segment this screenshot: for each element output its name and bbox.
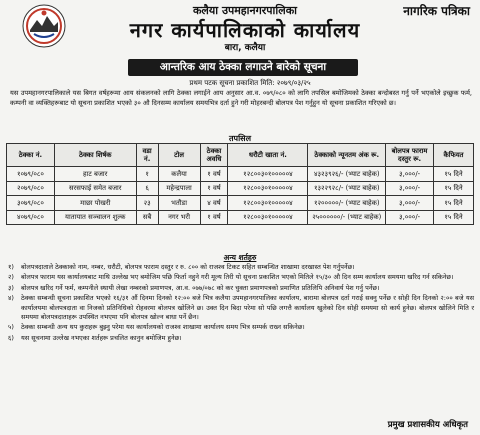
notice-title: आन्तरिक आय ठेक्का लगाउने बारेको सूचना <box>128 59 358 76</box>
table-cell: भतौडा <box>158 196 200 211</box>
table-cell: १२८००३०१०००००४ <box>228 210 308 225</box>
table-cell: १ वर्ष <box>200 181 228 196</box>
col-duration: ठेक्का अवधि <box>200 144 228 167</box>
table-row <box>7 210 474 225</box>
col-deposit-account: धरौटी खाता नं. <box>228 144 308 167</box>
table-row <box>7 167 474 182</box>
list-item <box>8 334 474 343</box>
table-cell: १२८००३०१०००००४ <box>228 181 308 196</box>
municipality-name: कलैया उपमहानगरपालिका <box>192 4 297 17</box>
list-item <box>8 294 474 322</box>
table-cell: १२०००००/- (भ्याट बाहेक) <box>308 196 386 211</box>
rule-number: ५) <box>8 323 14 332</box>
rule-number: ३) <box>8 283 14 292</box>
table-cell: १०७९/०८० <box>7 167 55 182</box>
schedule-label: तपसिल <box>228 134 251 143</box>
list-item <box>8 284 474 293</box>
col-min-amount: ठेक्काको न्यूनतम अंक रू. <box>308 144 386 167</box>
rule-number: ४) <box>8 294 14 303</box>
list-item <box>8 273 474 282</box>
rule-number: १) <box>8 263 14 271</box>
table-cell: १ <box>136 167 158 182</box>
col-contract-title: ठेक्का शिर्षक <box>54 144 136 167</box>
table-cell: २३ <box>136 196 158 211</box>
table-cell: महेन्द्रपाला <box>158 181 200 196</box>
table-cell: ३,०००/- <box>386 167 434 182</box>
rule-number: ६) <box>8 333 14 342</box>
table-cell: माछा पोखरी <box>54 196 136 211</box>
rules-heading: अन्य शर्तहरु <box>223 253 257 262</box>
table-cell: ४ वर्ष <box>200 196 228 211</box>
publish-date: प्रथम पटक सूचना प्रकाशित मिति: २०७९/०३/२५ <box>189 79 311 87</box>
newspaper-name: नागरिक पत्रिका <box>403 4 470 18</box>
office-title: नगर कार्यपालिकाको कार्यालय <box>129 18 361 42</box>
table-cell: १२८००३०१०००००४ <box>228 167 308 182</box>
table-cell: १५ दिने <box>434 196 474 211</box>
list-item <box>8 323 474 332</box>
signature-title: प्रमुख प्रशासकीय अधिकृत <box>387 420 468 430</box>
table-cell: नगर भरी <box>158 210 200 225</box>
rule-text: बोलपत्र खरिद गर्ने फर्म, कम्पनीले स्थायी लेखा नम्बरको प्रमाणपत्र, आ.व. ०७७/०७८ को कर चुक्ता प्रमाणपत्रको प्रमाणित प्रतिलिपि अनिवार्य पेश गर्नु पर्नेछ। <box>21 283 380 292</box>
rule-text: बोलपत्रदाताले ठेक्काको नाम, नम्बर, धरौटी, बोलपत्र फाराम दस्तुर र रु. ८०० को राजश्व टिकट सहित सम्बन्धित शाखामा दरखास्त पेश गर्नुपर्नेछ। <box>21 263 355 271</box>
table-cell: १३२२९२८/- (भ्याट बाहेक) <box>308 181 386 196</box>
col-contract-no: ठेक्का नं. <box>7 144 55 167</box>
col-form-fee: बोलपत्र फाराम दस्तुर रू. <box>386 144 434 167</box>
table-cell: ३,०००/- <box>386 181 434 196</box>
table-cell: १५ दिने <box>434 167 474 182</box>
table-cell: २५००००००/- (भ्याट बाहेक) <box>308 210 386 225</box>
rules-list <box>8 263 474 344</box>
table-cell: १५ दिने <box>434 210 474 225</box>
table-cell: ४३२३९२६/- (भ्याट बाहेक) <box>308 167 386 182</box>
table-cell: सबै <box>136 210 158 225</box>
table-cell: ३,०००/- <box>386 210 434 225</box>
col-remarks: कैफियत <box>434 144 474 167</box>
table-cell: १२८००३०१०००००४ <box>228 196 308 211</box>
nepal-emblem-icon <box>22 4 66 48</box>
table-header-row <box>7 144 474 167</box>
office-address: बारा, कलैया <box>224 43 266 53</box>
table-cell: यातायात सञ्चालन शुल्क <box>54 210 136 225</box>
col-tole: टोल <box>158 144 200 167</box>
col-ward-no: वडा नं. <box>136 144 158 167</box>
table-cell: ३,०००/- <box>386 196 434 211</box>
contract-table <box>6 143 474 225</box>
list-item <box>8 263 474 272</box>
table-cell: हाट बजार <box>54 167 136 182</box>
rule-text: बोलपत्र फाराम यस कार्यालयबाट माथि उल्लेख भए बमोजिम पछि फिर्ता नहुने गरी मूल्य तिरी यो सूचना प्रकाशित भएको मितिले १५/३० औ दिन सम्म कार्यालय समयमा खरिद गर्न सकिनेछ। <box>21 273 454 282</box>
rule-text: यस सूचनामा उल्लेख नभएका शर्तहरू प्रचलित कानुन बमोजिम हुनेछ। <box>21 333 182 342</box>
rule-text: ठेक्का सम्बन्धी सूचना प्रकाशित भएको १६/३१ औं दिनमा दिनको १२:०० बजे भित्र कलैया उपमहानगरपालिका कार्यालय, बारामा बोलपत्र दर्ता गराई सक्नु पर्नेछ र सोही दिन दिनको २:०० बजे यस कार्यालयमा बोलपत्रदाता वा निजको प्रतिनिधिको रोहवरमा बोलपत्र खोलिने छ। उक्त दिन बिदा परेमा सो पछि लगत्तै कार्यालय खुलेको दिन सोही समयमा सो कार्य हुनेछ। बोलपत्र खोलिने मिति र समयमा बोलपत्रदाताहरू उपस्थित नभएमा पनि बोलपत्र खोल्न बाधा पर्ने छैन। <box>21 294 474 322</box>
table-cell: १५ दिने <box>434 181 474 196</box>
rule-text: ठेक्का सम्बन्धी अन्य थप कुराहरू बुझ्नु परेमा यस कार्यालयको राजश्व शाखामा कार्यालय समय भित्र सम्पर्क राख्न सकिनेछ। <box>21 323 305 332</box>
table-cell: १ वर्ष <box>200 210 228 225</box>
table-row <box>7 196 474 211</box>
table-cell: सरसफाई समेत बजार <box>54 181 136 196</box>
table-cell: कलैया <box>158 167 200 182</box>
table-cell: ४०७९/०८० <box>7 210 55 225</box>
table-row <box>7 181 474 196</box>
intro-paragraph: यस उपमहानगरपालिकाले यस बिगत वर्षहरूमा आय संकलनको लागि ठेक्का लगाईने आय अनुसार आ.व. ०७९/०८० को लागि तपसिल बमोजिमको ठेक्का बन्दोबस्त गर्नु पर्ने भएकोले इच्छुक फर्म, कम्पनी वा व्यक्तिहरूबाट यो सूचना प्रकाशित भएको ३० औ दिनसम्म कार्यालय समयभित्र दर्ता हुने गरी मोहरबन्दी बोलपत्र पेश गर्नुहुन यो सूचना प्रकाशित गरिएको छ। <box>10 89 472 107</box>
table-cell: २०७९/०८० <box>7 181 55 196</box>
table-cell: ३०७९/०८० <box>7 196 55 211</box>
rule-number: २) <box>8 273 14 282</box>
table-cell: ६ <box>136 181 158 196</box>
table-cell: १ वर्ष <box>200 167 228 182</box>
